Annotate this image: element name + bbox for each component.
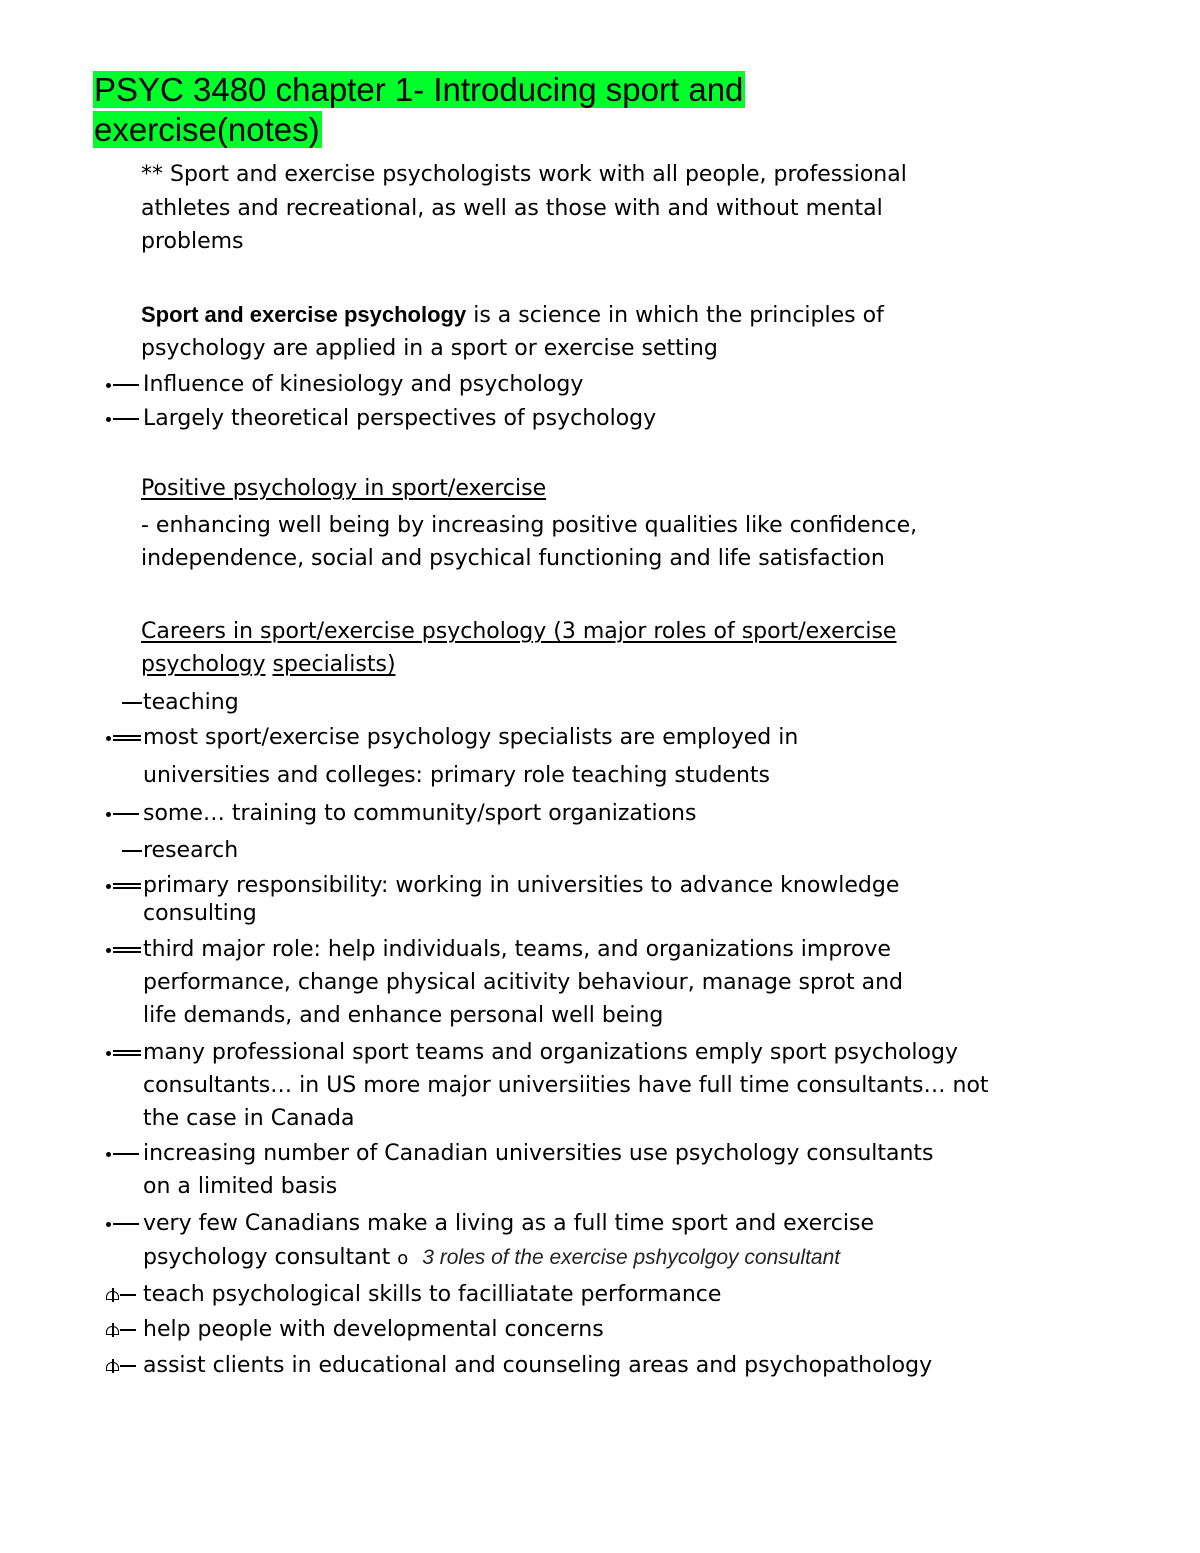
list-item: increasing number of Canadian universities use psychology consultants bbox=[143, 1141, 934, 1166]
list-item: most sport/exercise psychology specialists are employed in bbox=[143, 725, 799, 750]
role-marker-icon bbox=[106, 1280, 136, 1310]
list-item: many professional sport teams and organizations emply sport psychology bbox=[143, 1040, 958, 1065]
sub-bullet-marker: o bbox=[397, 1248, 409, 1269]
role-item: teach psychological skills to facilliatate performance bbox=[143, 1282, 722, 1307]
role-marker-icon bbox=[106, 1315, 136, 1345]
list-item-continued: universities and colleges: primary role teaching students bbox=[143, 763, 770, 788]
bullet-dash-marker bbox=[106, 1209, 139, 1239]
list-item-continued: the case in Canada bbox=[143, 1106, 355, 1131]
definition-line-2: psychology are applied in a sport or exercise setting bbox=[141, 336, 718, 361]
bullet-dash-marker bbox=[106, 1139, 139, 1169]
intro-line-1: ** Sport and exercise psychologists work with all people, professional bbox=[141, 162, 907, 187]
list-item-research: research bbox=[143, 838, 239, 863]
positive-psychology-heading: Positive psychology in sport/exercise bbox=[141, 476, 547, 501]
careers-heading-line-1: Careers in sport/exercise psychology (3 major roles of sport/exercise bbox=[141, 619, 897, 644]
list-item: primary responsibility: working in universities to advance knowledge bbox=[143, 873, 900, 898]
bullet-dash-marker bbox=[106, 799, 139, 829]
list-item: third major role: help individuals, teams, and organizations improve bbox=[143, 937, 891, 962]
list-item-continued: psychology consultant o 3 roles of the exercise pshycolgoy consultant bbox=[143, 1245, 841, 1270]
list-item-continued: on a limited basis bbox=[143, 1174, 338, 1199]
definition-text: is a science in which the principles of bbox=[466, 303, 884, 328]
list-item-continued: consulting bbox=[143, 901, 257, 926]
positive-line-2: independence, social and psychical functioning and life satisfaction bbox=[141, 546, 885, 571]
bullet-double-marker bbox=[106, 723, 141, 753]
page-title-line-1: PSYC 3480 chapter 1- Introducing sport and bbox=[94, 71, 744, 108]
list-item: some… training to community/sport organizations bbox=[143, 801, 697, 826]
definition-term: Sport and exercise psychology bbox=[141, 302, 467, 327]
roles-note: 3 roles of the exercise pshycolgoy consultant bbox=[422, 1246, 841, 1269]
sub-dash-marker bbox=[122, 836, 142, 866]
bullet-dash-marker bbox=[106, 370, 139, 400]
bullet-double-marker bbox=[106, 871, 141, 901]
list-item-continued: performance, change physical acitivity behaviour, manage sprot and bbox=[143, 970, 903, 995]
role-item: help people with developmental concerns bbox=[143, 1317, 604, 1342]
bullet-item: Influence of kinesiology and psychology bbox=[143, 372, 584, 397]
page-title-line-2: exercise(notes) bbox=[94, 111, 320, 148]
list-item-continued: life demands, and enhance personal well being bbox=[143, 1003, 664, 1028]
intro-line-2: athletes and recreational, as well as those with and without mental bbox=[141, 196, 883, 221]
role-item: assist clients in educational and counseling areas and psychopathology bbox=[143, 1353, 933, 1378]
list-item: very few Canadians make a living as a full time sport and exercise bbox=[143, 1211, 874, 1236]
list-item-teaching: teaching bbox=[143, 690, 239, 715]
role-marker-icon bbox=[106, 1351, 136, 1381]
bullet-item: Largely theoretical perspectives of psychology bbox=[143, 406, 657, 431]
careers-heading-line-2: psychology specialists) bbox=[141, 652, 396, 677]
bullet-double-marker bbox=[106, 1038, 141, 1068]
bullet-double-marker bbox=[106, 935, 141, 965]
definition-line-1 bbox=[141, 300, 884, 331]
positive-line-1: - enhancing well being by increasing positive qualities like confidence, bbox=[141, 513, 918, 538]
sub-dash-marker bbox=[122, 688, 142, 718]
list-item-continued: consultants… in US more major universiities have full time consultants… not bbox=[143, 1073, 989, 1098]
intro-line-3: problems bbox=[141, 229, 244, 254]
bullet-dash-marker bbox=[106, 404, 139, 434]
